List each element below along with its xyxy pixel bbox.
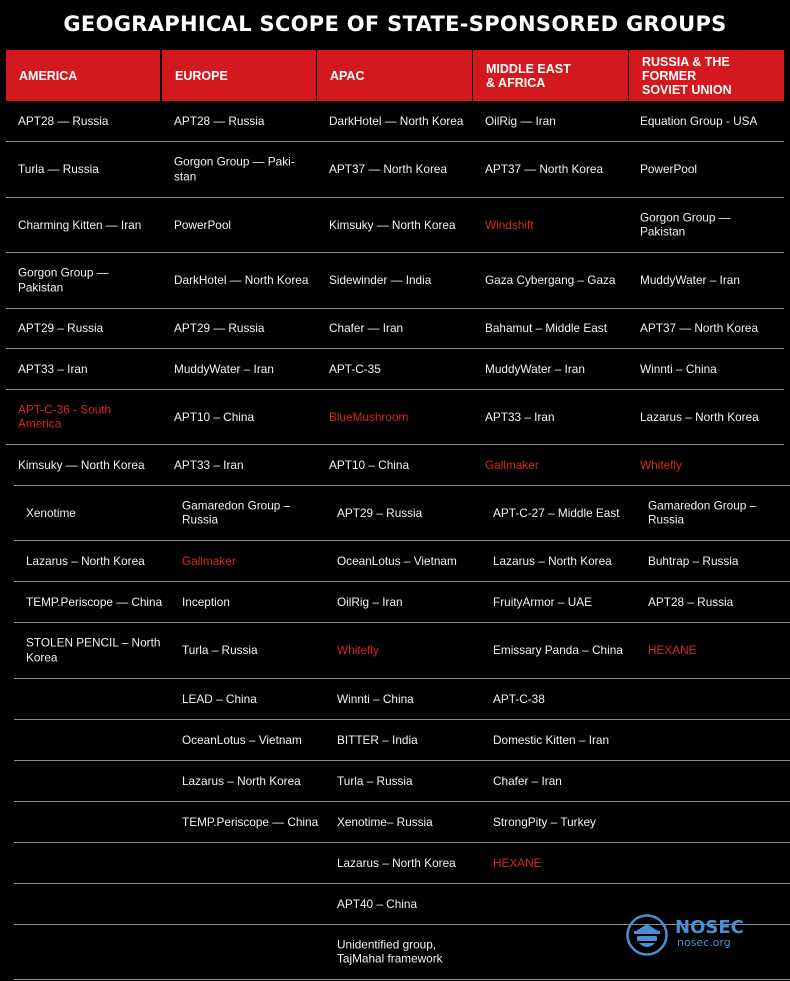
row-divider <box>14 842 790 843</box>
table-cell: Gallmaker <box>182 553 236 568</box>
row-divider <box>6 252 784 253</box>
table-cell: Gorgon Group — Pakistan <box>640 210 731 239</box>
table-cell: APT29 – Russia <box>18 320 104 335</box>
table-cell: Equation Group - USA <box>640 113 758 128</box>
column-header: AMERICA <box>6 50 160 101</box>
table-cell: APT33 – Iran <box>485 409 555 424</box>
row-divider <box>14 622 790 623</box>
table-cell: BlueMushroom <box>329 409 409 424</box>
table-cell: Lazarus – North Korea <box>337 855 456 870</box>
row-divider <box>14 883 790 884</box>
row-divider <box>6 141 784 142</box>
table-cell: APT28 – Russia <box>648 594 734 609</box>
table-cell: PowerPool <box>174 217 232 232</box>
table-cell: APT28 — Russia <box>18 113 109 128</box>
table-cell: Chafer – Iran <box>493 773 562 788</box>
page-title: GEOGRAPHICAL SCOPE OF STATE-SPONSORED GROUPS <box>63 12 727 36</box>
table-cell: Kimsuky — North Korea <box>18 457 145 472</box>
table-cell: MuddyWater – Iran <box>174 361 274 376</box>
table-cell: TEMP.Periscope — China <box>182 814 319 829</box>
row-divider <box>14 979 790 980</box>
table-cell: APT-C-27 – Middle East <box>493 505 620 520</box>
table-cell: MuddyWater – Iran <box>485 361 585 376</box>
table-cell: LEAD – China <box>182 691 257 706</box>
table-cell: APT-C-38 <box>493 691 545 706</box>
table-cell: Whitefly <box>640 457 682 472</box>
column-header: APAC <box>317 50 472 101</box>
table-cell: HEXANE <box>493 855 542 870</box>
table-cell: BITTER – India <box>337 732 418 747</box>
row-divider <box>6 308 784 309</box>
table-cell: APT40 – China <box>337 896 418 911</box>
logo-name: NOSEC <box>675 917 744 938</box>
table-cell: Winnti – China <box>337 691 414 706</box>
column-header: MIDDLE EAST & AFRICA <box>473 50 628 101</box>
table-cell: APT37 — North Korea <box>329 161 448 176</box>
table-cell: Gamaredon Group – Russia <box>182 498 291 527</box>
row-divider <box>14 719 790 720</box>
table-cell: APT37 — North Korea <box>485 161 604 176</box>
row-divider <box>14 540 790 541</box>
table-cell: Turla – Russia <box>182 642 258 657</box>
table-cell: Charming Kitten — Iran <box>18 217 142 232</box>
row-divider <box>6 389 784 390</box>
logo-url: nosec.org <box>677 936 731 949</box>
row-divider <box>6 444 784 445</box>
table-cell: MuddyWater – Iran <box>640 272 740 287</box>
table-cell: Chafer — Iran <box>329 320 404 335</box>
table-cell: Buhtrap – Russia <box>648 553 739 568</box>
table-cell: OceanLotus – Vietnam <box>182 732 302 747</box>
table-cell: Xenotime <box>26 505 76 520</box>
row-divider <box>14 760 790 761</box>
table-cell: Windshift <box>485 217 534 232</box>
row-divider <box>14 485 790 486</box>
table-cell: Kimsuky — North Korea <box>329 217 456 232</box>
table-cell: APT10 – China <box>329 457 410 472</box>
table-cell: STOLEN PENCIL – North Korea <box>26 635 161 664</box>
table-cell: TEMP.Periscope — China <box>26 594 163 609</box>
table-cell: Gallmaker <box>485 457 539 472</box>
table-cell: APT33 – Iran <box>174 457 244 472</box>
table-cell: Lazarus – North Korea <box>640 409 759 424</box>
row-divider <box>6 197 784 198</box>
table-cell: StrongPity – Turkey <box>493 814 596 829</box>
table-cell: DarkHotel — North Korea <box>174 272 309 287</box>
row-divider <box>6 348 784 349</box>
table-cell: APT29 — Russia <box>174 320 265 335</box>
column-header: EUROPE <box>162 50 316 101</box>
table-cell: Turla – Russia <box>337 773 413 788</box>
table-cell: OilRig — Iran <box>485 113 556 128</box>
table-cell: Lazarus – North Korea <box>26 553 145 568</box>
table-cell: Winnti – China <box>640 361 717 376</box>
table-cell: Whitefly <box>337 642 379 657</box>
row-divider <box>14 678 790 679</box>
table-cell: FruityArmor – UAE <box>493 594 592 609</box>
table-cell: APT-C-35 <box>329 361 381 376</box>
table-cell: Lazarus – North Korea <box>493 553 612 568</box>
row-divider <box>14 801 790 802</box>
table-cell: Gorgon Group — Pakistan <box>18 265 109 294</box>
table-cell: Emissary Panda – China <box>493 642 623 657</box>
table-cell: APT37 — North Korea <box>640 320 759 335</box>
table-cell: Sidewinder — India <box>329 272 432 287</box>
table-cell: Turla — Russia <box>18 161 99 176</box>
table-cell: OilRig – Iran <box>337 594 403 609</box>
table-cell: APT28 — Russia <box>174 113 265 128</box>
table-cell: HEXANE <box>648 642 697 657</box>
table-cell: OceanLotus – Vietnam <box>337 553 457 568</box>
table-cell: PowerPool <box>640 161 698 176</box>
column-header: RUSSIA & THE FORMER SOVIET UNION <box>629 50 784 101</box>
table-cell: APT29 – Russia <box>337 505 423 520</box>
table-cell: APT-C-36 - South America <box>18 402 112 431</box>
table-cell: Lazarus – North Korea <box>182 773 301 788</box>
table-cell: Bahamut – Middle East <box>485 320 607 335</box>
table-cell: DarkHotel — North Korea <box>329 113 464 128</box>
table-cell: APT33 – Iran <box>18 361 88 376</box>
table-cell: Unidentified group, TajMahal framework <box>337 937 443 966</box>
table-cell: APT10 – China <box>174 409 255 424</box>
table-cell: Gaza Cybergang – Gaza <box>485 272 616 287</box>
table-cell: Xenotime– Russia <box>337 814 433 829</box>
table-cell: Inception <box>182 594 230 609</box>
table-cell: Domestic Kitten – Iran <box>493 732 610 747</box>
row-divider <box>14 581 790 582</box>
table-cell: Gorgon Group — Paki- stan <box>174 154 295 183</box>
table-cell: Gamaredon Group – Russia <box>648 498 757 527</box>
